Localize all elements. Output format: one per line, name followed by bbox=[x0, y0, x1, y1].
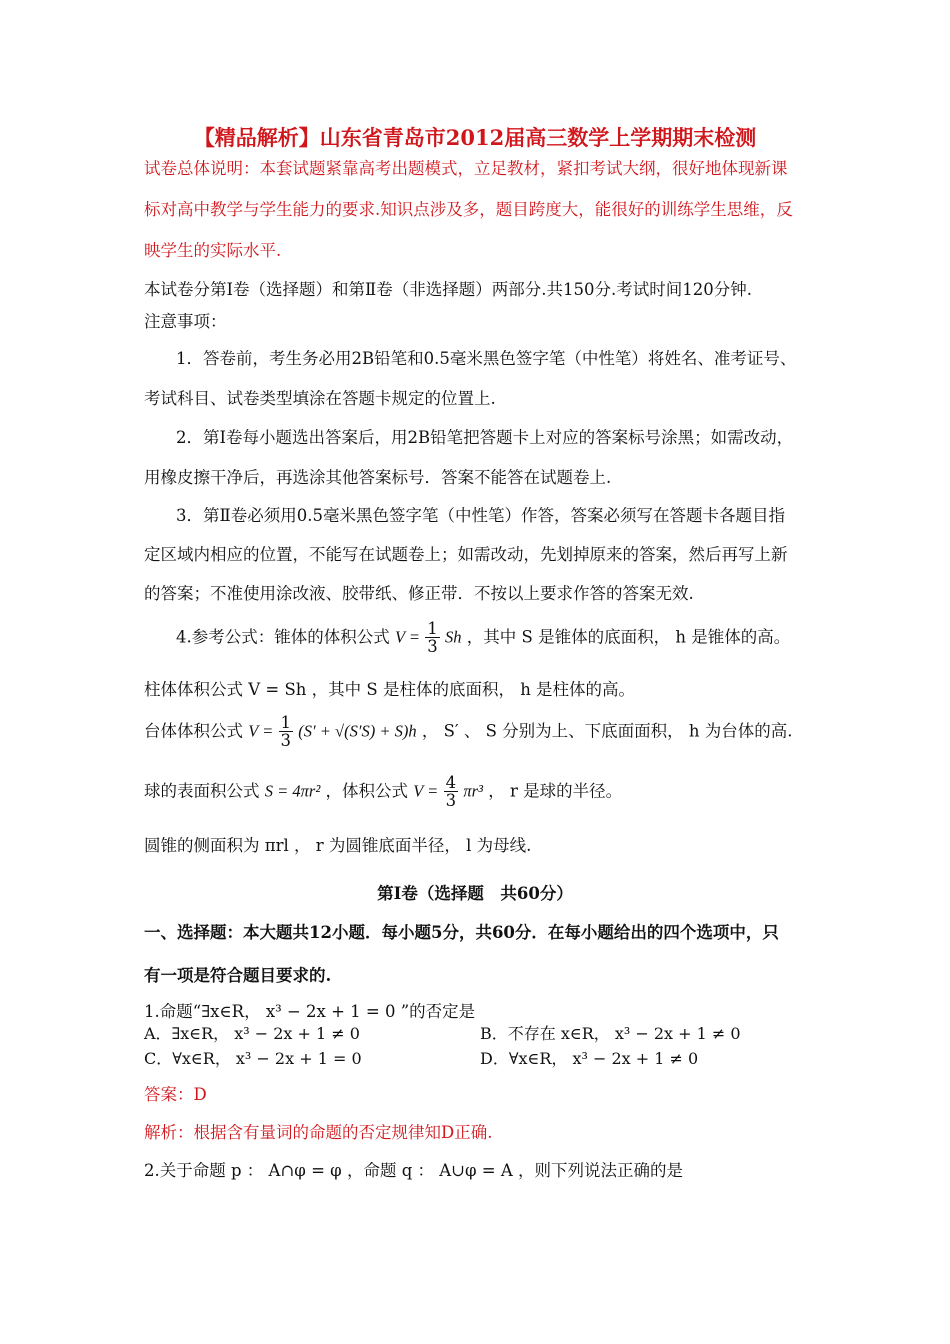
q1-option-b: B．不存在 x∈R， x³ − 2x + 1 ≠ 0 bbox=[480, 1024, 741, 1043]
fraction-numerator: 1 bbox=[427, 619, 438, 638]
q1-option-c: C．∀x∈R， x³ − 2x + 1 = 0 bbox=[144, 1049, 362, 1068]
formula-cone bbox=[176, 620, 790, 656]
formula-sphere-fraction bbox=[444, 774, 459, 810]
fraction-numerator: 1 bbox=[280, 713, 292, 732]
formula-cone-fraction bbox=[425, 620, 440, 656]
q2-stem: 2.关于命题 p ： A∩φ = φ ，命题 q ： A∪φ = A ，则下列说法正确的是 bbox=[144, 1161, 684, 1180]
formula-sphere-lhs: V = bbox=[413, 781, 439, 801]
q1-analysis: 解析：根据含有量词的命题的否定规律知D正确. bbox=[144, 1123, 493, 1142]
formula-sphere-mid: ，体积公式 bbox=[325, 781, 409, 801]
formula-sphere-area: S = 4πr² bbox=[264, 781, 321, 801]
summary-line-3: 映学生的实际水平. bbox=[144, 241, 282, 260]
formula-frustum-desc: ， S′ 、 S 分别为上、下底面面积， h 为台体的高. bbox=[421, 721, 793, 741]
note-3a: 3．第Ⅱ卷必须用0.5毫米黑色签字笔（中性笔）作答，答案必须写在答题卡各题目指 bbox=[176, 506, 785, 525]
note-2b: 用橡皮擦干净后，再选涂其他答案标号．答案不能答在试题卷上. bbox=[144, 468, 612, 487]
formula-sphere-desc: ， r 是球的半径。 bbox=[488, 781, 623, 801]
note-1a: 1．答卷前，考生务必用2B铅笔和0.5毫米黑色签字笔（中性笔）将姓名、准考证号、 bbox=[176, 349, 797, 368]
q1-option-a: A．∃x∈R， x³ − 2x + 1 ≠ 0 bbox=[144, 1024, 360, 1043]
formula-sphere-rhs: πr³ bbox=[463, 781, 483, 801]
fraction-denominator: 3 bbox=[427, 637, 438, 657]
part1-line-1: 一、选择题：本大题共12小题．每小题5分，共60分．在每小题给出的四个选项中，只 bbox=[144, 923, 779, 942]
fraction-numerator: 4 bbox=[445, 773, 457, 792]
formula-frustum-label: 台体体积公式 bbox=[144, 721, 243, 741]
summary-line-1: 试卷总体说明：本套试题紧靠高考出题模式，立足教材，紧扣考试大纲，很好地体现新课 bbox=[144, 159, 788, 178]
formula-cone-label: 4.参考公式：锥体的体积公式 bbox=[176, 627, 390, 647]
formula-prism: 柱体体积公式 V = Sh ，其中 S 是柱体的底面积， h 是柱体的高。 bbox=[144, 680, 636, 699]
formula-sphere-label: 球的表面积公式 bbox=[144, 781, 260, 801]
fraction-denominator: 3 bbox=[445, 791, 457, 811]
note-1b: 考试科目、试卷类型填涂在答题卡规定的位置上. bbox=[144, 389, 496, 408]
formula-frustum-fraction bbox=[279, 714, 294, 750]
document-title: 【精品解析】山东省青岛市2012届高三数学上学期期末检测 bbox=[193, 125, 757, 150]
intro-text: 本试卷分第Ⅰ卷（选择题）和第Ⅱ卷（非选择题）两部分.共150分.考试时间120分钟. bbox=[144, 280, 752, 299]
formula-cone-rhs: Sh bbox=[445, 627, 462, 647]
summary-line-2: 标对高中教学与学生能力的要求.知识点涉及多，题目跨度大，能很好的训练学生思维，反 bbox=[144, 200, 793, 219]
fraction-denominator: 3 bbox=[280, 731, 292, 751]
q1-option-d: D．∀x∈R， x³ − 2x + 1 ≠ 0 bbox=[480, 1049, 699, 1068]
note-3c: 的答案；不准使用涂改液、胶带纸、修正带．不按以上要求作答的答案无效. bbox=[144, 584, 694, 603]
note-2a: 2．第Ⅰ卷每小题选出答案后，用2B铅笔把答题卡上对应的答案标号涂黑；如需改动， bbox=[176, 428, 794, 447]
formula-cone-lhs: V = bbox=[395, 627, 421, 647]
section-title: 第Ⅰ卷（选择题 共60分） bbox=[377, 884, 573, 903]
notice-label: 注意事项： bbox=[144, 312, 227, 331]
q1-answer: 答案：D bbox=[144, 1085, 207, 1104]
formula-cone-desc: ，其中 S 是锥体的底面积， h 是锥体的高。 bbox=[466, 627, 791, 647]
note-3b: 定区域内相应的位置，不能写在试题卷上；如需改动，先划掉原来的答案，然后再写上新 bbox=[144, 545, 788, 564]
formula-sphere bbox=[144, 774, 622, 810]
formula-frustum-lhs: V = bbox=[248, 721, 274, 741]
part1-line-2: 有一项是符合题目要求的. bbox=[144, 966, 332, 985]
formula-cone-lateral: 圆锥的侧面积为 πrl ， r 为圆锥底面半径， l 为母线. bbox=[144, 836, 532, 855]
q1-stem: 1.命题“∃x∈R， x³ − 2x + 1 = 0 ”的否定是 bbox=[144, 1002, 476, 1021]
formula-frustum-rhs: (S′ + √(S′S) + S)h bbox=[298, 721, 417, 741]
formula-frustum bbox=[144, 714, 793, 750]
